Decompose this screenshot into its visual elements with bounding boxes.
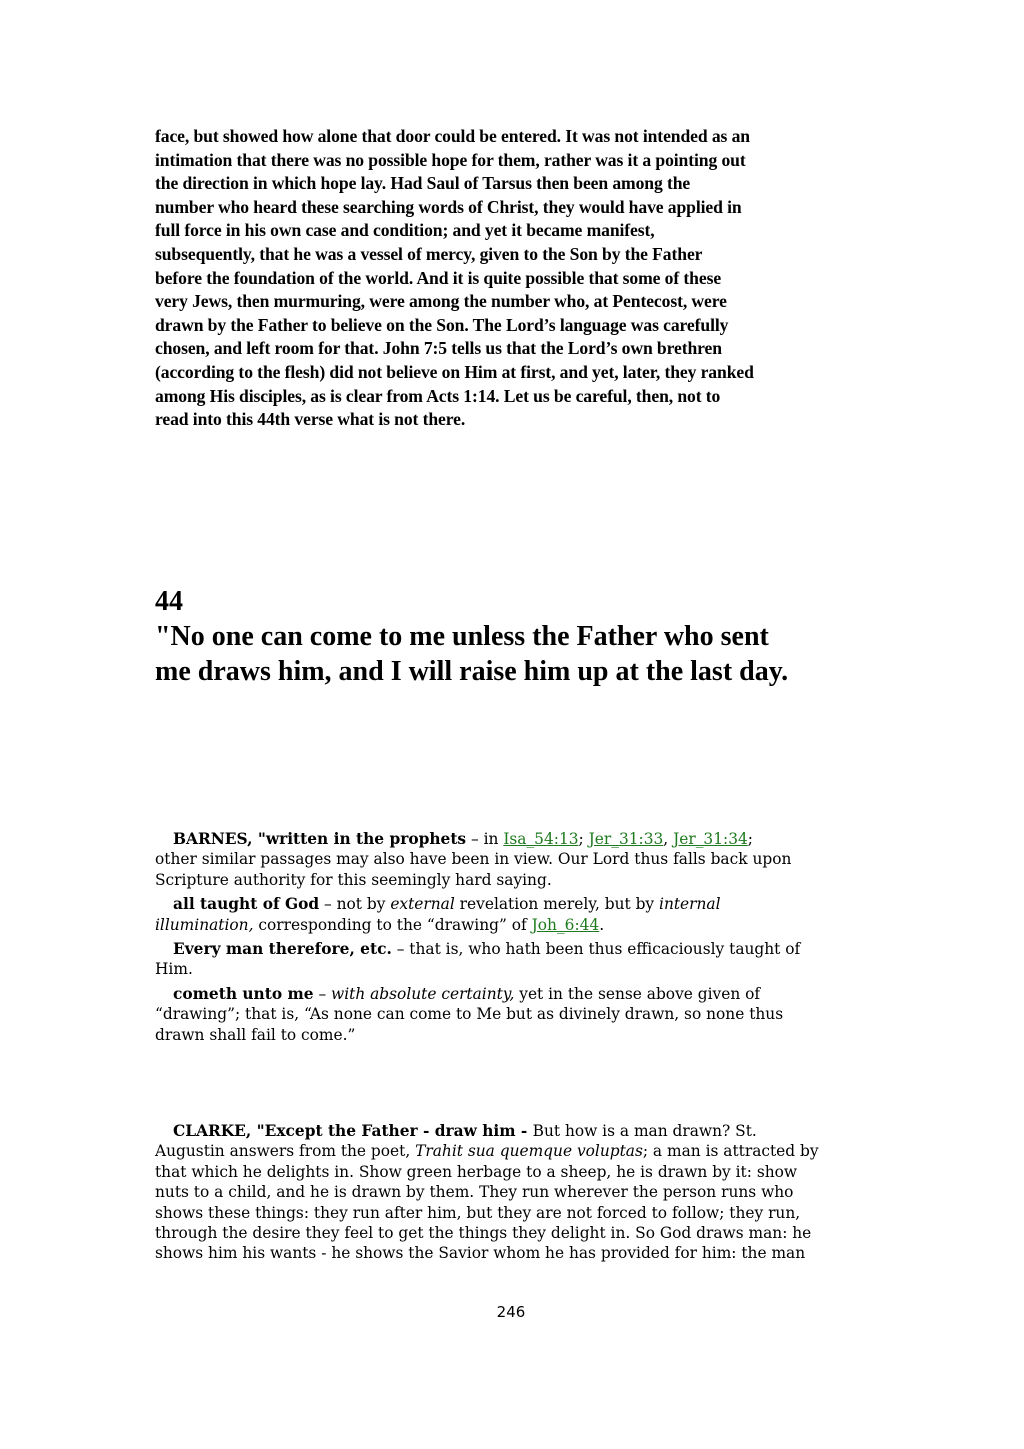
commentary-line: [155, 1141, 875, 1161]
commentary-text: ;: [578, 830, 589, 848]
commentary-lead: Every man therefore, etc.: [173, 940, 392, 959]
scripture-link-joh-6-44[interactable]: Joh_6:44: [531, 915, 600, 934]
page-number: 246: [496, 1303, 526, 1321]
barnes-commentary: [155, 829, 875, 1045]
verse-heading: [155, 584, 875, 689]
commentary-line: through the desire they feel to get the things they delight in. So God draws man: he: [155, 1224, 812, 1243]
commentary-line: shows these things: they run after him, but they are not forced to follow; they run,: [155, 1203, 801, 1222]
commentary-line: [155, 894, 875, 914]
commentary-lead: all taught of God: [173, 895, 320, 914]
commentary-italic: external: [390, 895, 455, 914]
commentary-lead: cometh unto me: [173, 984, 314, 1003]
commentary-line: nuts to a child, and he is drawn by them. They run wherever the person runs who: [155, 1183, 794, 1202]
commentary-text: ; a man is attracted by: [642, 1142, 819, 1161]
commentary-line: drawn shall fail to come.”: [155, 1025, 356, 1044]
commentary-text: ;: [747, 830, 753, 848]
commentary-line: [155, 829, 875, 849]
scripture-link-jer-31-34[interactable]: Jer_31:34: [673, 830, 748, 848]
commentary-text: ,: [663, 830, 674, 848]
text-line: before the foundation of the world. And it is quite possible that some of these: [155, 267, 722, 288]
commentary-text: –: [313, 984, 332, 1003]
clarke-commentary: [155, 1121, 875, 1264]
commentary-italic: illumination,: [155, 915, 254, 934]
continuation-paragraph: [155, 125, 875, 432]
text-line: the direction in which hope lay. Had Saul of Tarsus then been among the: [155, 173, 691, 194]
commentary-italic: with absolute certainty,: [331, 984, 515, 1003]
text-line: full force in his own case and condition; and yet it became manifest,: [155, 220, 655, 241]
text-line: number who heard these searching words of Christ, they would have applied in: [155, 196, 742, 217]
text-line: drawn by the Father to believe on the Son. The Lord’s language was carefully: [155, 314, 729, 335]
commentary-line: other similar passages may also have been in view. Our Lord thus falls back upon: [155, 850, 792, 869]
commentary-text: Augustin answers from the poet,: [155, 1142, 416, 1161]
commentary-lead: CLARKE, "Except the Father - draw him -: [173, 1122, 533, 1140]
text-line: (according to the flesh) did not believe on Him at first, and yet, later, they ranked: [155, 361, 754, 382]
verse-number: 44: [155, 586, 183, 617]
commentary-text: revelation merely, but by: [454, 895, 660, 914]
text-line: face, but showed how alone that door could be entered. It was not intended as an: [155, 126, 750, 146]
commentary-line: [155, 1121, 875, 1141]
verse-text-line: me draws him, and I will raise him up at the last day.: [155, 656, 789, 687]
commentary-text: But how is a man drawn? St.: [532, 1122, 757, 1140]
scripture-link-jer-31-33[interactable]: Jer_31:33: [588, 830, 664, 848]
commentary-line: [155, 939, 875, 959]
commentary-italic: internal: [659, 895, 721, 914]
text-line: among His disciples, as is clear from Acts 1:14. Let us be careful, then, not to: [155, 385, 721, 406]
commentary-lead: BARNES, "written in the prophets: [173, 830, 467, 848]
commentary-line: Scripture authority for this seemingly hard saying.: [155, 870, 552, 889]
commentary-text: yet in the sense above given of: [514, 984, 761, 1003]
commentary-line: [155, 915, 875, 935]
commentary-line: [155, 984, 875, 1004]
commentary-line: Him.: [155, 960, 193, 979]
commentary-line: that which he delights in. Show green herbage to a sheep, he is drawn by it: show: [155, 1162, 798, 1181]
commentary-italic: Trahit sua quemque voluptas: [415, 1142, 643, 1161]
document-page: [155, 0, 875, 1449]
text-line: very Jews, then murmuring, were among the number who, at Pentecost, were: [155, 291, 727, 312]
commentary-text: – in: [466, 830, 504, 848]
scripture-link-isa-54-13[interactable]: Isa_54:13: [503, 830, 579, 848]
text-line: subsequently, that he was a vessel of mercy, given to the Son by the Father: [155, 243, 703, 264]
commentary-text: .: [599, 915, 605, 934]
commentary-line: “drawing”; that is, “As none can come to Me but as divinely drawn, so none thus: [155, 1005, 784, 1024]
commentary-text: – that is, who hath been thus efficaciously taught of: [391, 940, 801, 959]
text-line: read into this 44th verse what is not there.: [155, 409, 466, 430]
commentary-line: shows him his wants - he shows the Savior whom he has provided for him: the man: [155, 1244, 806, 1263]
text-line: intimation that there was no possible hope for them, rather was it a pointing out: [155, 149, 746, 170]
text-line: chosen, and left room for that. John 7:5 tells us that the Lord’s own brethren: [155, 338, 722, 359]
verse-text-line: "No one can come to me unless the Father who sent: [155, 621, 769, 652]
commentary-text: corresponding to the “drawing” of: [253, 915, 532, 934]
commentary-text: – not by: [319, 895, 391, 914]
